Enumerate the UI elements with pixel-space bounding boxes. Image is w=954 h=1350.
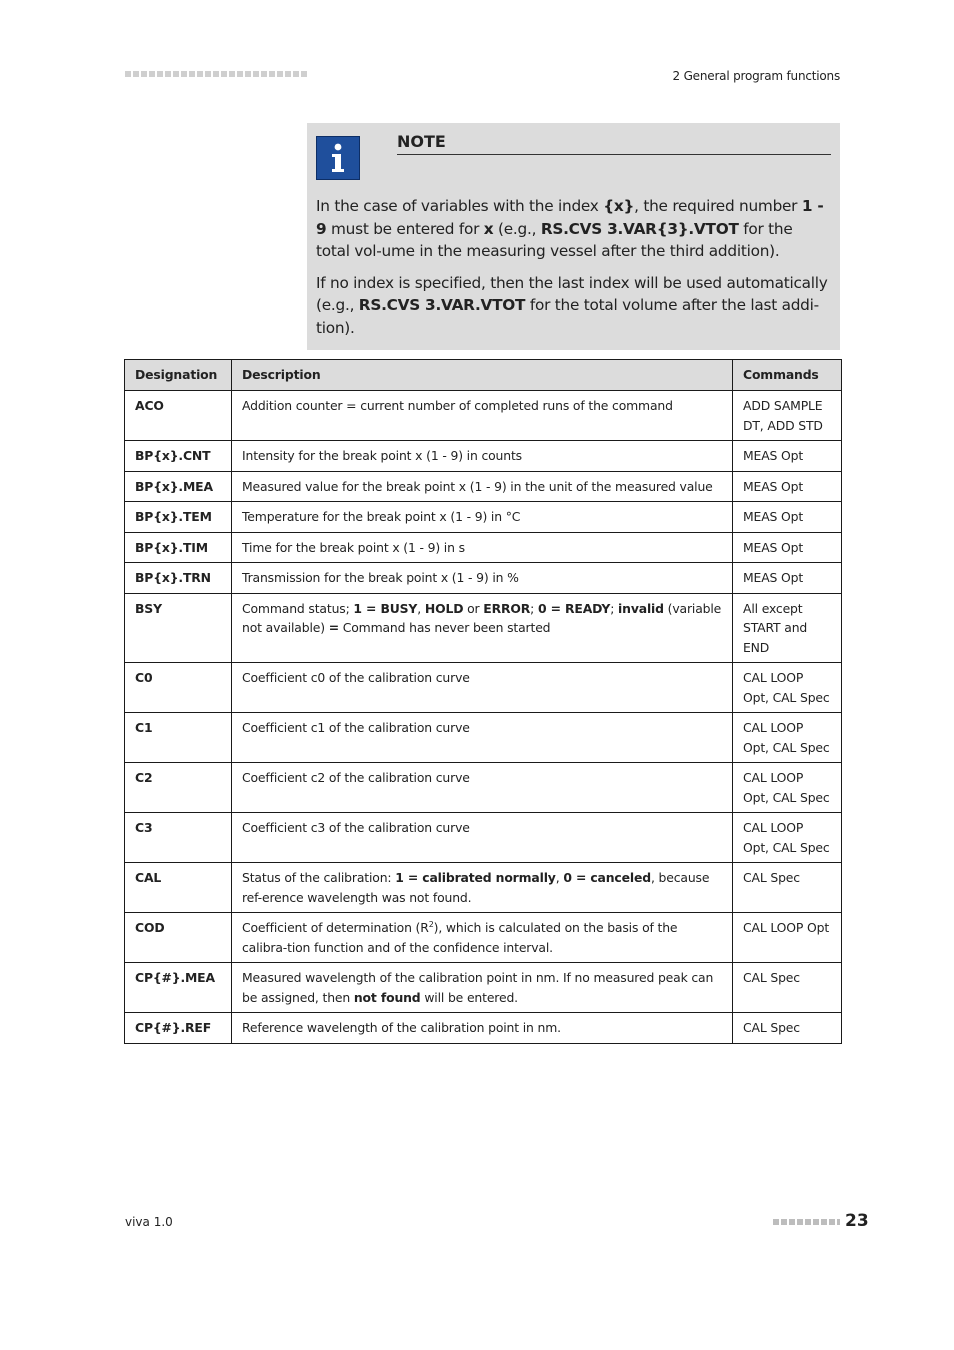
designation-cell: C1 [125, 713, 232, 763]
footer-decoration [773, 1218, 840, 1227]
table-row [125, 441, 842, 472]
note-paragraph-1: In the case of variables with the index {x}, the required number 1 - 9 must be entered for x (e.g., RS.CVS 3.VAR{3}.VTOT for the total vol-ume in the measuring vessel after the third addition). [316, 197, 824, 260]
designation-cell: BP{x}.MEA [125, 471, 232, 502]
designation-cell: COD [125, 913, 232, 963]
column-header-commands: Commands [733, 360, 842, 391]
description-cell: Coefficient c3 of the calibration curve [232, 813, 733, 863]
designation-cell: CP{#}.REF [125, 1013, 232, 1044]
description-cell: Measured value for the break point x (1 - 9) in the unit of the measured value [232, 471, 733, 502]
commands-cell: MEAS Opt [733, 441, 842, 472]
variables-table [124, 359, 842, 1044]
description-cell: Addition counter = current number of completed runs of the command [232, 391, 733, 441]
column-header-description: Description [232, 360, 733, 391]
commands-cell: MEAS Opt [733, 502, 842, 533]
table-row [125, 1013, 842, 1044]
description-cell: Time for the break point x (1 - 9) in s [232, 532, 733, 563]
description-cell: Intensity for the break point x (1 - 9) in counts [232, 441, 733, 472]
description-cell: Temperature for the break point x (1 - 9) in °C [232, 502, 733, 533]
header-decoration [125, 70, 307, 79]
description-cell: Transmission for the break point x (1 - 9) in % [232, 563, 733, 594]
table-row [125, 663, 842, 713]
table-row [125, 713, 842, 763]
commands-cell: All except START and END [733, 593, 842, 663]
note-body [316, 195, 830, 348]
commands-cell: MEAS Opt [733, 532, 842, 563]
commands-cell: ADD SAMPLE DT, ADD STD [733, 391, 842, 441]
designation-cell: CP{#}.MEA [125, 963, 232, 1013]
table-row [125, 913, 842, 963]
designation-cell: C0 [125, 663, 232, 713]
table-row [125, 963, 842, 1013]
note-paragraph-2: If no index is specified, then the last index will be used automatically (e.g., RS.CVS 3.VAR.VTOT for the total volume after the last addi-tion). [316, 273, 828, 337]
designation-cell: ACO [125, 391, 232, 441]
designation-cell: BP{x}.CNT [125, 441, 232, 472]
table-row [125, 763, 842, 813]
note-title: NOTE [397, 132, 831, 155]
table-row [125, 471, 842, 502]
description-cell: Reference wavelength of the calibration point in nm. [232, 1013, 733, 1044]
table-row [125, 532, 842, 563]
commands-cell: CAL Spec [733, 863, 842, 913]
designation-cell: BSY [125, 593, 232, 663]
designation-cell: CAL [125, 863, 232, 913]
description-cell: Coefficient of determination $(R^2)$, which is calculated on the basis of the calibra-tion function and of the confidence interval. [232, 913, 733, 963]
commands-cell: MEAS Opt [733, 563, 842, 594]
designation-cell: C3 [125, 813, 232, 863]
commands-cell: CAL LOOP Opt, CAL Spec [733, 713, 842, 763]
commands-cell: CAL LOOP Opt, CAL Spec [733, 663, 842, 713]
designation-cell: BP{x}.TEM [125, 502, 232, 533]
product-version: viva 1.0 [125, 1215, 173, 1229]
description-cell: Status of the calibration: 1 = calibrated normally, 0 = canceled, because ref-erence wavelength was not found. [232, 863, 733, 913]
description-cell: Coefficient c0 of the calibration curve [232, 663, 733, 713]
description-cell: Coefficient c1 of the calibration curve [232, 713, 733, 763]
page-number: 23 [845, 1211, 869, 1231]
table-row [125, 593, 842, 663]
commands-cell: CAL LOOP Opt, CAL Spec [733, 813, 842, 863]
commands-cell: CAL LOOP Opt [733, 913, 842, 963]
table-row [125, 502, 842, 533]
description-cell: Measured wavelength of the calibration point in nm. If no measured peak can be assigned, then not found will be entered. [232, 963, 733, 1013]
commands-cell: CAL Spec [733, 963, 842, 1013]
table-header-row [125, 360, 842, 391]
table-row [125, 863, 842, 913]
commands-cell: MEAS Opt [733, 471, 842, 502]
chapter-title: 2 General program functions [672, 69, 840, 83]
table-row [125, 813, 842, 863]
note-box [307, 123, 840, 350]
designation-cell: BP{x}.TRN [125, 563, 232, 594]
info-icon [316, 136, 360, 180]
description-cell: Command status; 1 = BUSY, HOLD or ERROR; 0 = READY; invalid (variable not available) = Command has never been started [232, 593, 733, 663]
designation-cell: BP{x}.TIM [125, 532, 232, 563]
column-header-designation: Designation [125, 360, 232, 391]
commands-cell: CAL LOOP Opt, CAL Spec [733, 763, 842, 813]
description-cell: Coefficient c2 of the calibration curve [232, 763, 733, 813]
table-row [125, 391, 842, 441]
table-row [125, 563, 842, 594]
commands-cell: CAL Spec [733, 1013, 842, 1044]
designation-cell: C2 [125, 763, 232, 813]
